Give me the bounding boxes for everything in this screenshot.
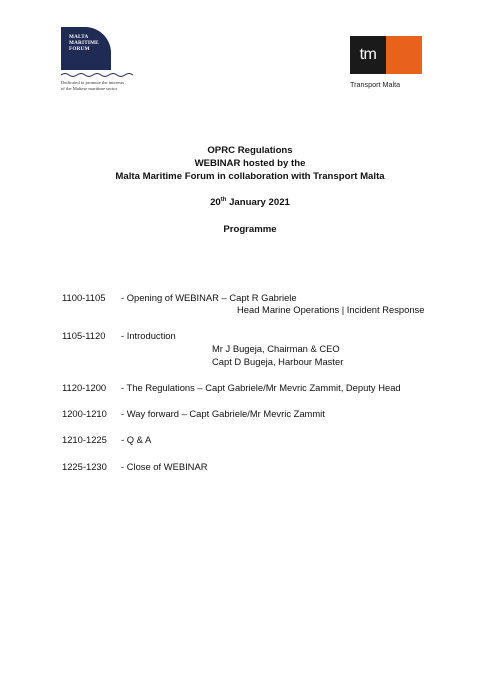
malta-maritime-forum-logo — [61, 27, 141, 97]
schedule-description: - Way forward – Capt Gabriele/Mr Mevric Zammit — [121, 408, 325, 419]
schedule-time: 1210-1225 — [62, 434, 107, 445]
schedule-description: - Introduction — [121, 330, 176, 341]
schedule-subline: Head Marine Operations | Incident Response — [237, 304, 425, 315]
schedule-description: - Close of WEBINAR — [121, 461, 208, 472]
tm-name: Transport Malta — [350, 80, 401, 89]
title-block — [0, 144, 500, 183]
title-line-3: Malta Maritime Forum in collaboration with Transport Malta — [115, 171, 385, 182]
schedule-subline: Mr J Bugeja, Chairman & CEO — [212, 343, 340, 354]
mmf-tagline: Dedicated to promote the interests of the Maltese maritime sector — [61, 80, 125, 91]
title-line-1: OPRC Regulations — [207, 145, 293, 156]
programme-heading: Programme — [223, 224, 277, 235]
schedule-description: - The Regulations – Capt Gabriele/Mr Mevric Zammit, Deputy Head — [121, 382, 401, 393]
schedule-time: 1225-1230 — [62, 461, 107, 472]
schedule-time: 1105-1120 — [62, 330, 106, 341]
transport-malta-logo — [350, 36, 422, 92]
title-line-2: WEBINAR hosted by the — [194, 158, 306, 169]
tm-mark: tm — [350, 36, 386, 74]
mmf-logo-mark: MALTA MARITIME FORUM — [61, 27, 111, 70]
schedule-time: 1120-1200 — [62, 382, 107, 393]
schedule-time: 1200-1210 — [62, 408, 107, 419]
schedule-description: - Opening of WEBINAR – Capt R Gabriele — [121, 292, 297, 303]
tm-orange-block — [386, 36, 422, 74]
schedule-description: - Q & A — [121, 434, 152, 445]
wave-line-icon — [61, 71, 133, 79]
event-date: 20th January 2021 — [210, 196, 290, 208]
schedule-subline: Capt D Bugeja, Harbour Master — [212, 356, 344, 367]
schedule-time: 1100-1105 — [62, 292, 106, 303]
